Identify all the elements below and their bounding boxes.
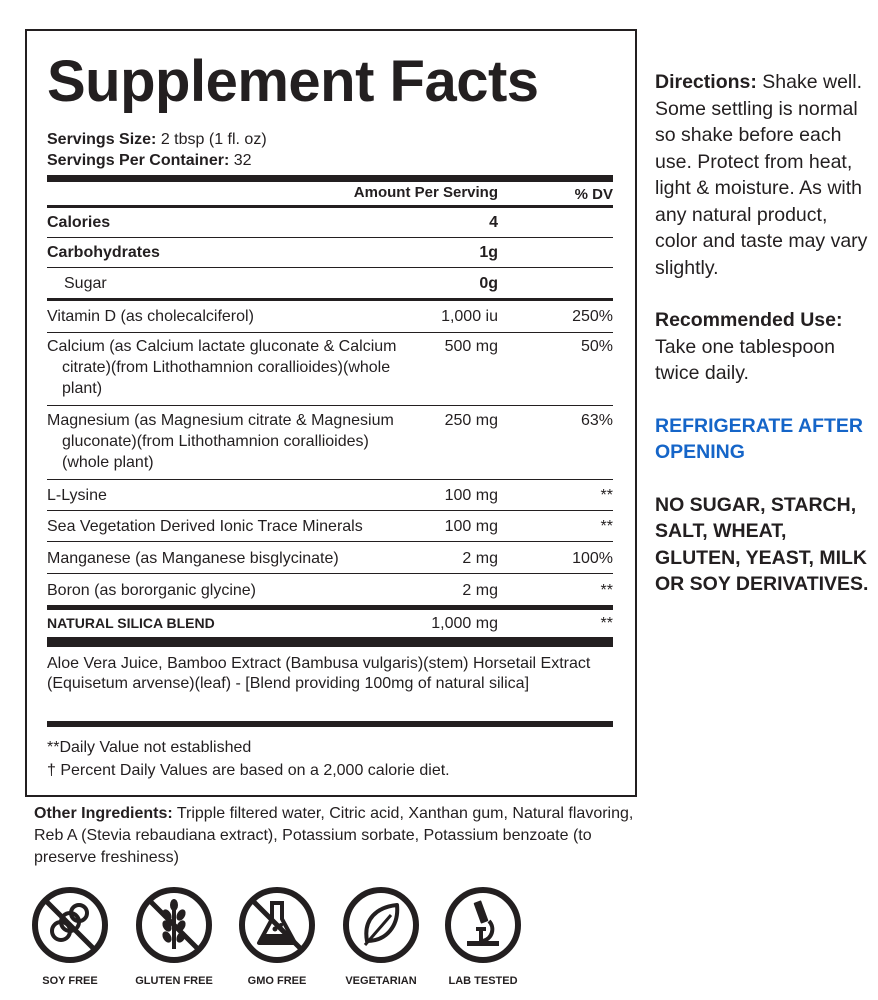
badge-soy-free [28, 885, 112, 987]
nutrient-amount: 2 mg [462, 550, 498, 567]
badge-label: GLUTEN FREE [135, 975, 213, 987]
footnote-calorie-diet: † Percent Daily Values are based on a 2,000 calorie diet. [47, 762, 450, 779]
footnote-dv-not-established: **Daily Value not established [47, 739, 252, 756]
nutrient-dv: 63% [580, 412, 613, 429]
gmo-free-icon [237, 885, 317, 965]
serving-size [47, 130, 267, 150]
nutrient-name: Magnesium (as Magnesium citrate & Magnesium gluconate)(from Lithothamnion corallioides)(whole plant) [47, 412, 394, 471]
row-divider [47, 479, 613, 480]
other-ingredients [34, 803, 634, 869]
directions [655, 69, 870, 281]
servings-per-container-value: 32 [233, 152, 252, 169]
badge-label: LAB TESTED [448, 975, 518, 987]
nutrient-dv: ** [600, 615, 613, 632]
side-info [655, 69, 870, 598]
nutrient-name: Calories [47, 214, 111, 231]
section-divider [47, 298, 613, 301]
thick-divider [47, 175, 613, 182]
nutrient-amount: 250 mg [444, 412, 498, 429]
recommended-text: Take one tablespoon twice daily. [655, 335, 835, 384]
badge-label: VEGETARIAN [345, 975, 417, 987]
nutrient-dv: 50% [580, 338, 613, 355]
recommended-label: Recommended Use: [655, 309, 843, 331]
nutrient-name: NATURAL SILICA BLEND [47, 615, 215, 631]
row-divider [47, 510, 613, 511]
servings-per-container-label: Servings Per Container: [47, 152, 230, 169]
row-divider [47, 267, 613, 268]
gluten-free-icon [134, 885, 214, 965]
nutrient-name: Vitamin D (as cholecalciferol) [47, 308, 254, 325]
supplement-facts-panel [25, 29, 637, 797]
nutrient-name: Calcium (as Calcium lactate gluconate & Calcium citrate)(from Lithothamnion corallioides)(whole plant) [47, 338, 397, 397]
thick-divider [47, 637, 613, 647]
nutrient-name: L-Lysine [47, 487, 107, 504]
header-divider [47, 205, 613, 208]
soy-free-icon [30, 885, 110, 965]
nutrient-amount: 0g [479, 275, 498, 292]
nutrient-name: Sugar [64, 275, 107, 292]
badge-vegetarian [339, 885, 423, 987]
nutrient-name: Manganese (as Manganese bisglycinate) [47, 550, 339, 567]
row-divider [47, 541, 613, 542]
nutrient-amount: 1,000 mg [431, 615, 498, 632]
other-ingredients-text: Tripple filtered water, Citric acid, Xanthan gum, Natural flavoring, Reb A (Stevia rebaudiana extract), Potassium sorbate, Potassium benzoate (to preserve freshiness) [34, 805, 634, 866]
header-amount: Amount Per Serving [353, 184, 498, 201]
serving-size-label: Servings Size: [47, 131, 157, 148]
row-divider [47, 573, 613, 574]
nutrient-name: Carbohydrates [47, 244, 160, 261]
nutrient-dv: 100% [572, 550, 613, 567]
row-divider [47, 405, 613, 406]
blend-description: Aloe Vera Juice, Bamboo Extract (Bambusa vulgaris)(stem) Horsetail Extract (Equisetum arvense)(leaf) - [Blend providing 100mg of natural silica] [47, 655, 591, 692]
nutrient-name: Sea Vegetation Derived Ionic Trace Minerals [47, 518, 363, 535]
nutrient-amount: 4 [489, 214, 498, 231]
nutrient-amount: 2 mg [462, 582, 498, 599]
directions-label: Directions: [655, 71, 757, 93]
badge-label: GMO FREE [247, 975, 307, 987]
badge-gluten-free [132, 885, 216, 987]
row-divider [47, 237, 613, 238]
free-from-notice: NO SUGAR, STARCH, SALT, WHEAT, GLUTEN, YEAST, MILK OR SOY DERIVATIVES. [655, 493, 869, 595]
nutrient-amount: 1g [479, 244, 498, 261]
thick-divider [47, 721, 613, 727]
nutrient-name: Boron (as bororganic glycine) [47, 582, 256, 599]
nutrient-dv: ** [600, 518, 613, 535]
badge-gmo-free [235, 885, 319, 987]
nutrient-dv: ** [600, 582, 613, 599]
recommended-use [655, 307, 870, 387]
nutrient-amount: 100 mg [444, 518, 498, 535]
nutrient-amount: 500 mg [444, 338, 498, 355]
nutrient-dv: 250% [572, 308, 613, 325]
badge-label: SOY FREE [42, 975, 98, 987]
vegetarian-leaf-icon [341, 885, 421, 965]
refrigerate-notice: REFRIGERATE AFTER OPENING [655, 414, 863, 463]
microscope-icon [443, 885, 523, 965]
row-divider [47, 332, 613, 333]
badge-lab-tested [441, 885, 525, 987]
header-dv: % DV [574, 186, 613, 203]
facts-title: Supplement Facts [47, 49, 539, 114]
section-divider [47, 605, 613, 610]
directions-text: Shake well. Some settling is normal so shake before each use. Protect from heat, light & moisture. As with any natural product, color and taste may vary slightly. [655, 71, 868, 279]
nutrient-amount: 1,000 iu [441, 308, 498, 325]
serving-size-value: 2 tbsp (1 fl. oz) [160, 131, 267, 148]
nutrient-dv: ** [600, 487, 613, 504]
nutrient-amount: 100 mg [444, 487, 498, 504]
other-ingredients-label: Other Ingredients: [34, 805, 173, 822]
servings-per-container [47, 151, 252, 171]
